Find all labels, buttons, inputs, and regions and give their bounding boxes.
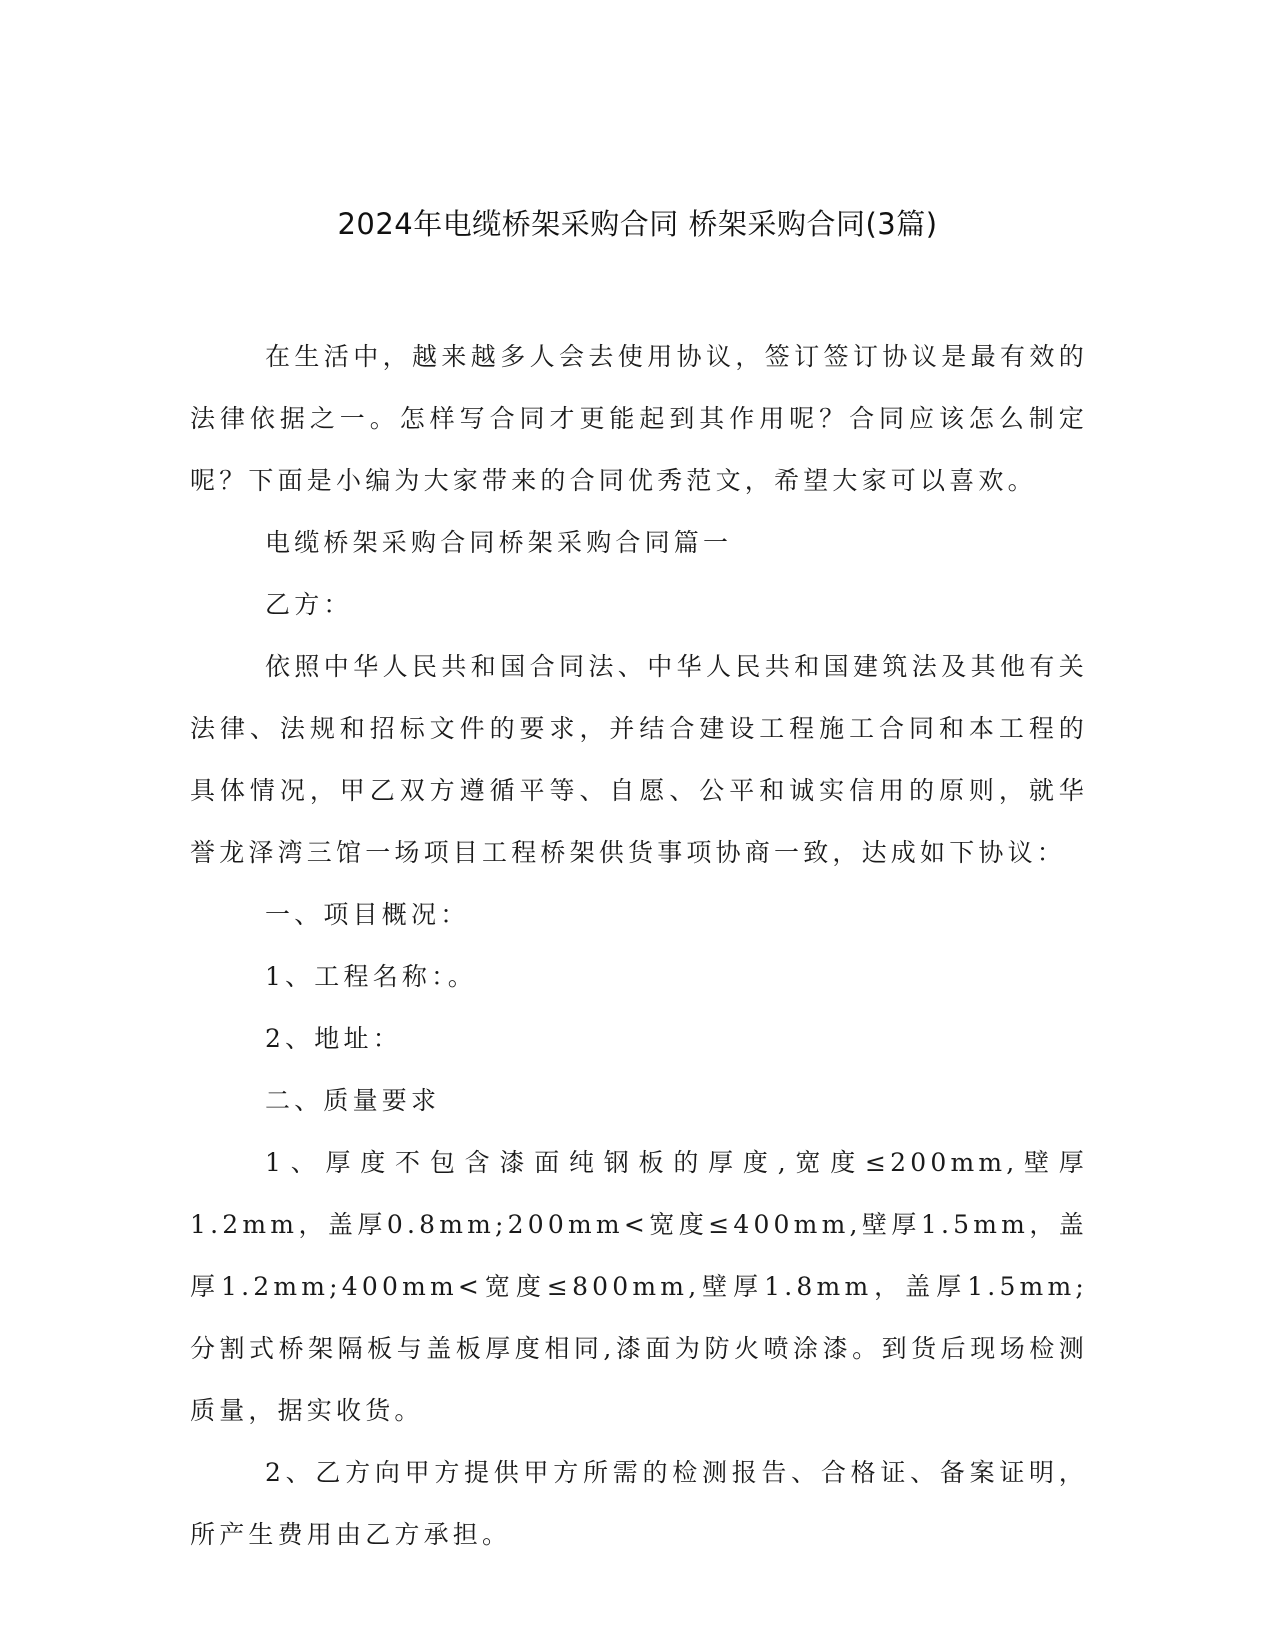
paragraph-section-heading: 电缆桥架采购合同桥架采购合同篇一	[265, 528, 733, 557]
paragraph-thickness-spec: 1、厚度不包含漆面纯钢板的厚度,宽度≤200mm,壁厚1.2mm，盖厚0.8mm;200mm<宽度≤400mm,壁厚1.5mm，盖厚1.2mm;400mm<宽度≤800mm,壁厚1.8mm，盖厚1.5mm;分割式桥架隔板与盖板厚度相同,漆面为防火喷涂漆。到货后现场检测质量，据实收货。	[190, 1148, 1088, 1425]
paragraph-quality-heading: 二、质量要求	[265, 1086, 441, 1115]
document-body	[190, 326, 1088, 1566]
paragraph-address: 2、地址：	[265, 1024, 402, 1053]
paragraph-intro: 在生活中，越来越多人会去使用协议，签订签订协议是最有效的法律依据之一。怎样写合同才更能起到其作用呢？合同应该怎么制定呢？下面是小编为大家带来的合同优秀范文，希望大家可以喜欢。	[190, 342, 1088, 495]
paragraph-reports: 2、乙方向甲方提供甲方所需的检测报告、合格证、备案证明，所产生费用由乙方承担。	[190, 1458, 1088, 1549]
paragraph-basis: 依照中华人民共和国合同法、中华人民共和国建筑法及其他有关法律、法规和招标文件的要求，并结合建设工程施工合同和本工程的具体情况，甲乙双方遵循平等、自愿、公平和诚实信用的原则，就华誉龙泽湾三馆一场项目工程桥架供货事项协商一致，达成如下协议：	[190, 652, 1088, 867]
paragraph-project-overview: 一、项目概况：	[265, 900, 470, 929]
paragraph-party-b: 乙方：	[265, 590, 353, 619]
paragraph-project-name: 1、工程名称：。	[265, 962, 478, 991]
document-title: 2024年电缆桥架采购合同 桥架采购合同(3篇)	[337, 207, 938, 241]
